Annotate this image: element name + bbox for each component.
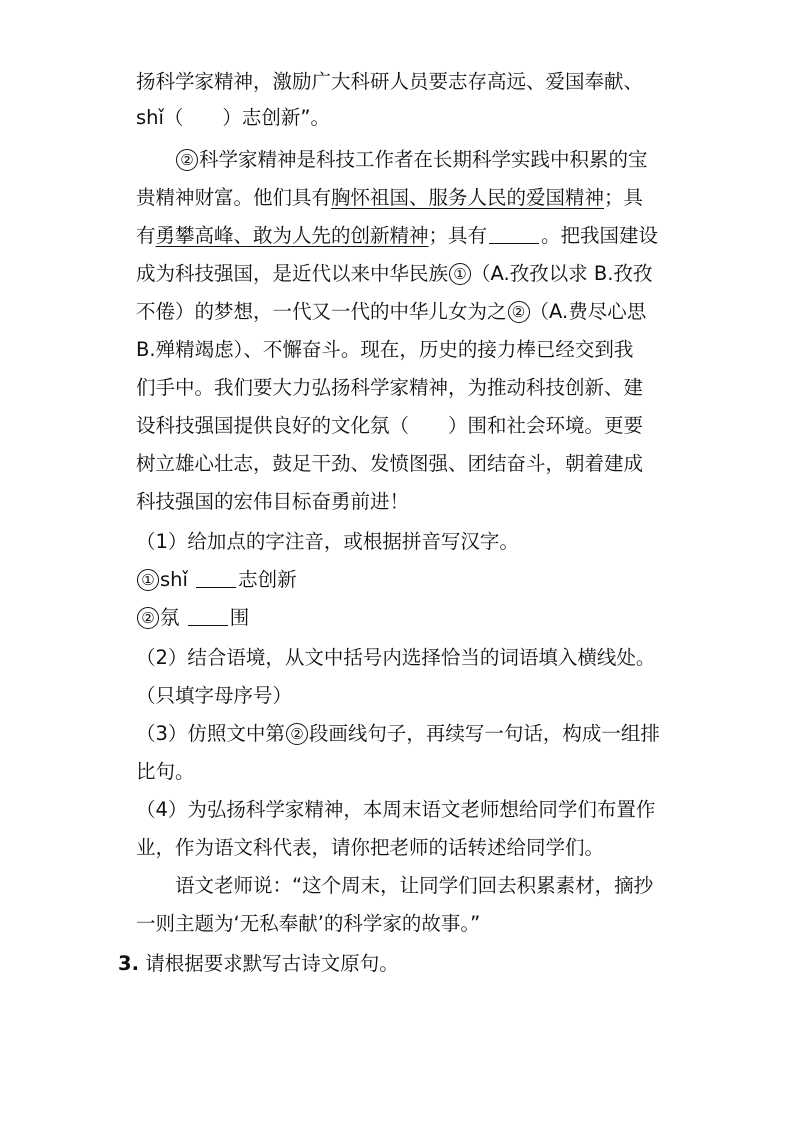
passage-para2-line: 树立雄心壮志，鼓足干劲、发愤图强、团结奋斗，朝着建成 [136,452,644,475]
fill-blank[interactable] [489,225,539,244]
teacher-quote: 语文老师说：“这个周末，让同学们回去积累素材，摘抄 [175,874,654,897]
blank-marker-2: ② [508,301,530,323]
question-3-heading: 3. 请根据要求默写古诗文原句。 [118,952,399,975]
answer-blank[interactable] [188,607,228,626]
passage-para2-line: 设科技强国提供良好的文化氛（ ）围和社会环境。更要 [136,414,644,437]
passage-para2-line: 成为科技强国，是近代以来中华民族 ① （A.孜孜以求 B.孜孜 [136,262,653,285]
passage-para2-line: 们手中。我们要大力弘扬科学家精神，为推动科技创新、建 [136,376,644,399]
passage-para2-line: B.殚精竭虑）、不懈奋斗。现在，历史的接力棒已经交到我 [136,338,634,361]
question-4: （4）为弘扬科学家精神，本周末语文老师想给同学们布置作 [136,798,656,821]
underlined-sentence-1: 胸怀祖国、服务人民的爱国精神 [331,186,605,209]
teacher-quote-cont: 一则主题为‘无私奉献’的科学家的故事。” [136,912,481,935]
passage-line: shǐ（ ）志创新”。 [136,106,331,129]
passage-line: 扬科学家精神，激励广大科研人员要志存高远、爱国奉献、 [136,70,644,93]
para-2-marker: ② [176,149,198,171]
question-3: （3）仿照文中第 ② 段画线句子，再续写一句话，构成一组排 [136,722,660,745]
passage-para2-line: 不倦）的梦想，一代又一代的中华儿女为之 ② （A.费尽心思 [136,300,647,323]
question-2: （2）结合语境，从文中括号内选择恰当的词语填入横线处。 [136,646,656,669]
question-1-item-1: ① shǐ 志创新 [136,568,297,592]
question-2-note: （只填字母序号） [136,684,293,707]
question-4-cont: 业，作为语文科代表，请你把老师的话转述给同学们。 [136,836,605,859]
passage-para2-line: 科技强国的宏伟目标奋勇前进！ [136,490,410,513]
question-1-item-2: ② 氛 围 [136,606,249,630]
underlined-sentence-2: 勇攀高峰、敢为人先的创新精神 [155,224,429,247]
question-3-cont: 比句。 [136,760,195,783]
question-number: 3. [118,952,139,975]
passage-para2-line: 贵精神财富。他们具有胸怀祖国、服务人民的爱国精神；具 [136,186,644,209]
question-1: （1）给加点的字注音，或根据拼音写汉字。 [136,530,519,553]
blank-marker-1: ① [449,263,471,285]
passage-para2-line: ② 科学家精神是科技工作者在长期科学实践中积累的宝 [175,148,648,172]
answer-blank[interactable] [196,569,236,588]
passage-para2-line: 有勇攀高峰、敢为人先的创新精神；具有 。把我国建设 [136,224,659,247]
